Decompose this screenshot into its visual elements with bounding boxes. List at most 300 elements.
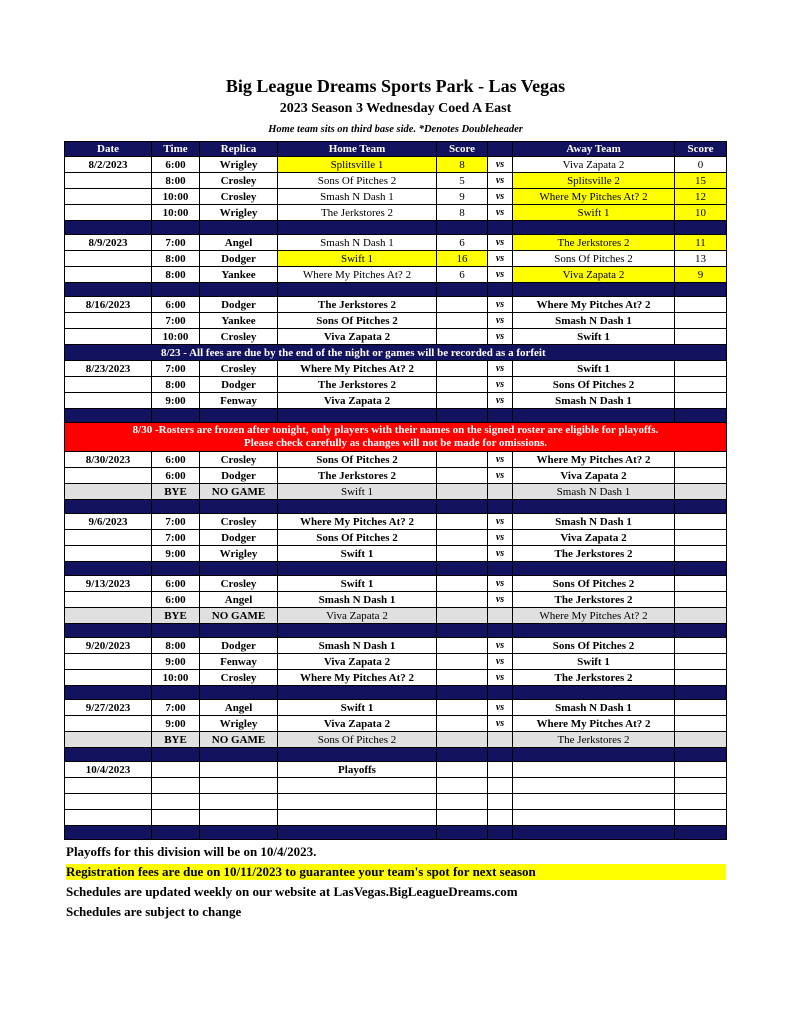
vs-cell: vs	[488, 716, 513, 732]
week-separator	[65, 409, 727, 423]
bye-row	[65, 484, 727, 500]
separator-cell	[200, 500, 278, 514]
separator-cell	[152, 624, 200, 638]
empty-cell	[513, 794, 675, 810]
away-team-cell: Sons Of Pitches 2	[513, 377, 675, 393]
separator-cell	[278, 221, 437, 235]
away-score-cell	[675, 377, 727, 393]
week-separator	[65, 562, 727, 576]
home-team-cell: Viva Zapata 2	[278, 608, 437, 624]
away-score-cell	[675, 700, 727, 716]
date-cell	[65, 329, 152, 345]
away-score-cell	[675, 762, 727, 778]
time-cell: 9:00	[152, 546, 200, 562]
fee-notice: 8/23 - All fees are due by the end of the night or games will be recorded as a forfeit	[65, 345, 727, 361]
week-separator	[65, 624, 727, 638]
separator-cell	[437, 283, 488, 297]
vs-cell: vs	[488, 157, 513, 173]
away-score-cell	[675, 468, 727, 484]
date-cell	[65, 377, 152, 393]
home-score-cell	[437, 654, 488, 670]
date-cell	[65, 468, 152, 484]
separator-cell	[675, 686, 727, 700]
vs-cell: vs	[488, 654, 513, 670]
away-team-cell: Where My Pitches At? 2	[513, 716, 675, 732]
page-subtitle: 2023 Season 3 Wednesday Coed A East	[279, 101, 512, 116]
replica-cell: Angel	[200, 592, 278, 608]
separator-cell	[278, 562, 437, 576]
away-team-cell: Viva Zapata 2	[513, 530, 675, 546]
game-row	[65, 468, 727, 484]
date-cell	[65, 592, 152, 608]
column-header: Away Team	[513, 142, 675, 157]
date-cell	[65, 393, 152, 409]
vs-cell	[488, 732, 513, 748]
empty-cell	[675, 778, 727, 794]
time-cell: 8:00	[152, 251, 200, 267]
home-team-cell: Sons Of Pitches 2	[278, 452, 437, 468]
home-team-cell: Swift 1	[278, 576, 437, 592]
vs-cell: vs	[488, 251, 513, 267]
home-team-cell: Sons Of Pitches 2	[278, 530, 437, 546]
empty-cell	[488, 794, 513, 810]
time-cell: 7:00	[152, 514, 200, 530]
home-score-cell	[437, 576, 488, 592]
page-title: Big League Dreams Sports Park - Las Vegas	[225, 76, 566, 96]
replica-cell: Dodger	[200, 377, 278, 393]
vs-cell: vs	[488, 313, 513, 329]
away-score-cell	[675, 546, 727, 562]
vs-cell: vs	[488, 468, 513, 484]
vs-cell: vs	[488, 452, 513, 468]
empty-row	[65, 778, 727, 794]
home-team-cell: Splitsville 1	[278, 157, 437, 173]
column-header: Score	[675, 142, 727, 157]
vs-cell: vs	[488, 205, 513, 221]
column-header: Home Team	[278, 142, 437, 157]
vs-cell: vs	[488, 173, 513, 189]
separator-cell	[437, 826, 488, 840]
time-cell: 6:00	[152, 452, 200, 468]
separator-cell	[278, 500, 437, 514]
away-score-cell	[675, 329, 727, 345]
home-team-cell: Smash N Dash 1	[278, 189, 437, 205]
home-team-cell: Swift 1	[278, 484, 437, 500]
game-row	[65, 189, 727, 205]
separator-cell	[513, 826, 675, 840]
game-row	[65, 654, 727, 670]
separator-cell	[65, 826, 152, 840]
home-team-cell: Swift 1	[278, 251, 437, 267]
away-score-cell	[675, 592, 727, 608]
away-team-cell: Swift 1	[513, 205, 675, 221]
game-row	[65, 205, 727, 221]
playoffs-label: Playoffs	[278, 762, 437, 778]
replica-cell: Crosley	[200, 514, 278, 530]
game-row	[65, 638, 727, 654]
separator-cell	[278, 686, 437, 700]
home-team-cell: Sons Of Pitches 2	[278, 313, 437, 329]
separator-cell	[675, 624, 727, 638]
empty-cell	[488, 778, 513, 794]
date-cell	[65, 173, 152, 189]
separator-cell	[488, 221, 513, 235]
separator-cell	[437, 409, 488, 423]
separator-cell	[152, 686, 200, 700]
game-row	[65, 452, 727, 468]
empty-cell	[488, 810, 513, 826]
roster-alert-line: Please check carefully as changes will not be made for omissions.	[244, 437, 547, 449]
week-separator	[65, 826, 727, 840]
separator-cell	[488, 409, 513, 423]
time-cell: 6:00	[152, 297, 200, 313]
game-row	[65, 546, 727, 562]
vs-cell: vs	[488, 514, 513, 530]
home-score-cell	[437, 297, 488, 313]
separator-cell	[437, 221, 488, 235]
home-team-cell: The Jerkstores 2	[278, 468, 437, 484]
date-cell: 9/13/2023	[65, 576, 152, 592]
replica-cell: Crosley	[200, 329, 278, 345]
home-team-cell: Viva Zapata 2	[278, 654, 437, 670]
separator-cell	[675, 562, 727, 576]
replica-cell: Yankee	[200, 313, 278, 329]
time-cell	[152, 762, 200, 778]
time-cell: 7:00	[152, 530, 200, 546]
time-cell: 6:00	[152, 576, 200, 592]
replica-cell: Fenway	[200, 393, 278, 409]
away-team-cell: Swift 1	[513, 329, 675, 345]
replica-cell: Crosley	[200, 189, 278, 205]
empty-row	[65, 810, 727, 826]
empty-cell	[437, 810, 488, 826]
time-cell: 9:00	[152, 716, 200, 732]
home-score-cell	[437, 732, 488, 748]
replica-cell: NO GAME	[200, 484, 278, 500]
empty-cell	[513, 778, 675, 794]
away-team-cell: The Jerkstores 2	[513, 546, 675, 562]
empty-cell	[278, 794, 437, 810]
away-team-cell: Swift 1	[513, 654, 675, 670]
away-score-cell	[675, 732, 727, 748]
week-separator	[65, 283, 727, 297]
separator-cell	[152, 500, 200, 514]
date-cell	[65, 189, 152, 205]
separator-cell	[278, 826, 437, 840]
vs-cell: vs	[488, 377, 513, 393]
date-cell	[65, 716, 152, 732]
away-team-cell: The Jerkstores 2	[513, 592, 675, 608]
vs-cell: vs	[488, 329, 513, 345]
date-cell: 8/2/2023	[65, 157, 152, 173]
home-score-cell	[437, 313, 488, 329]
roster-alert	[65, 423, 727, 452]
separator-cell	[65, 686, 152, 700]
away-team-cell: Viva Zapata 2	[513, 157, 675, 173]
time-cell: 8:00	[152, 377, 200, 393]
away-score-cell	[675, 716, 727, 732]
vs-cell: vs	[488, 530, 513, 546]
separator-cell	[513, 562, 675, 576]
home-score-cell	[437, 361, 488, 377]
home-team-cell: The Jerkstores 2	[278, 205, 437, 221]
replica-cell: NO GAME	[200, 732, 278, 748]
separator-cell	[200, 409, 278, 423]
separator-cell	[513, 686, 675, 700]
time-cell: 8:00	[152, 267, 200, 283]
separator-cell	[513, 283, 675, 297]
empty-cell	[65, 794, 152, 810]
away-team-cell: Viva Zapata 2	[513, 468, 675, 484]
home-team-cell: Where My Pitches At? 2	[278, 361, 437, 377]
empty-cell	[675, 794, 727, 810]
away-team-cell	[513, 762, 675, 778]
column-header: Time	[152, 142, 200, 157]
separator-cell	[65, 283, 152, 297]
time-cell: 9:00	[152, 654, 200, 670]
vs-cell: vs	[488, 235, 513, 251]
date-cell	[65, 484, 152, 500]
date-cell	[65, 530, 152, 546]
separator-cell	[152, 562, 200, 576]
empty-cell	[278, 810, 437, 826]
replica-cell: Crosley	[200, 670, 278, 686]
away-team-cell: Where My Pitches At? 2	[513, 608, 675, 624]
separator-cell	[200, 748, 278, 762]
home-team-cell: Swift 1	[278, 700, 437, 716]
separator-cell	[152, 826, 200, 840]
away-score-cell	[675, 638, 727, 654]
separator-cell	[278, 409, 437, 423]
replica-cell: Fenway	[200, 654, 278, 670]
separator-cell	[278, 624, 437, 638]
away-score-cell	[675, 361, 727, 377]
table-header-row	[65, 142, 727, 157]
replica-cell: Dodger	[200, 468, 278, 484]
home-score-cell	[437, 484, 488, 500]
empty-cell	[675, 810, 727, 826]
replica-cell: Crosley	[200, 173, 278, 189]
separator-cell	[488, 748, 513, 762]
time-cell: BYE	[152, 732, 200, 748]
week-separator	[65, 221, 727, 235]
away-score-cell	[675, 313, 727, 329]
home-team-cell: Viva Zapata 2	[278, 329, 437, 345]
game-row	[65, 377, 727, 393]
time-cell: 6:00	[152, 157, 200, 173]
time-cell: 10:00	[152, 205, 200, 221]
away-score-cell	[675, 530, 727, 546]
date-cell: 9/20/2023	[65, 638, 152, 654]
home-score-cell	[437, 468, 488, 484]
home-team-cell: Sons Of Pitches 2	[278, 732, 437, 748]
separator-cell	[278, 748, 437, 762]
home-team-cell: Smash N Dash 1	[278, 592, 437, 608]
time-cell: 10:00	[152, 189, 200, 205]
fee-notice-row	[65, 345, 727, 361]
replica-cell: NO GAME	[200, 608, 278, 624]
separator-cell	[200, 562, 278, 576]
empty-cell	[200, 810, 278, 826]
schedule-table	[64, 141, 727, 840]
date-cell	[65, 670, 152, 686]
home-score-cell: 6	[437, 267, 488, 283]
playoff-row	[65, 762, 727, 778]
empty-cell	[152, 794, 200, 810]
time-cell: 6:00	[152, 592, 200, 608]
separator-cell	[278, 283, 437, 297]
home-score-cell	[437, 762, 488, 778]
bye-row	[65, 732, 727, 748]
bye-row	[65, 608, 727, 624]
roster-alert-line: 8/30 -Rosters are frozen after tonight, only players with their names on the signed roster are eligible for playoffs.	[132, 424, 659, 436]
home-score-cell: 8	[437, 205, 488, 221]
date-cell: 8/9/2023	[65, 235, 152, 251]
home-team-cell: Where My Pitches At? 2	[278, 514, 437, 530]
away-team-cell: Smash N Dash 1	[513, 393, 675, 409]
separator-cell	[65, 562, 152, 576]
playoff-note: Playoffs for this division will be on 10/4/2023.	[66, 844, 317, 859]
replica-cell: Wrigley	[200, 546, 278, 562]
empty-cell	[152, 810, 200, 826]
separator-cell	[488, 686, 513, 700]
home-score-cell	[437, 592, 488, 608]
home-team-cell: Swift 1	[278, 546, 437, 562]
game-row	[65, 514, 727, 530]
game-row	[65, 361, 727, 377]
separator-cell	[152, 221, 200, 235]
away-score-cell	[675, 514, 727, 530]
separator-cell	[200, 283, 278, 297]
away-score-cell	[675, 484, 727, 500]
time-cell: 10:00	[152, 329, 200, 345]
replica-cell: Angel	[200, 700, 278, 716]
vs-cell: vs	[488, 700, 513, 716]
replica-cell: Wrigley	[200, 157, 278, 173]
separator-cell	[152, 283, 200, 297]
game-row	[65, 716, 727, 732]
vs-cell	[488, 484, 513, 500]
away-score-cell: 10	[675, 205, 727, 221]
away-team-cell: Viva Zapata 2	[513, 267, 675, 283]
separator-cell	[200, 826, 278, 840]
date-cell	[65, 654, 152, 670]
away-team-cell: Sons Of Pitches 2	[513, 576, 675, 592]
home-score-cell	[437, 514, 488, 530]
separator-cell	[513, 748, 675, 762]
away-score-cell: 11	[675, 235, 727, 251]
home-team-cell: Smash N Dash 1	[278, 235, 437, 251]
empty-cell	[65, 778, 152, 794]
vs-cell: vs	[488, 546, 513, 562]
column-header: Date	[65, 142, 152, 157]
separator-cell	[488, 624, 513, 638]
away-team-cell: Sons Of Pitches 2	[513, 251, 675, 267]
replica-cell: Dodger	[200, 638, 278, 654]
replica-cell: Wrigley	[200, 716, 278, 732]
replica-cell: Dodger	[200, 297, 278, 313]
date-cell: 8/16/2023	[65, 297, 152, 313]
home-score-cell: 8	[437, 157, 488, 173]
home-team-cell: Viva Zapata 2	[278, 716, 437, 732]
away-team-cell: Smash N Dash 1	[513, 514, 675, 530]
home-score-cell: 6	[437, 235, 488, 251]
empty-cell	[278, 778, 437, 794]
home-team-cell: Sons Of Pitches 2	[278, 173, 437, 189]
week-separator	[65, 748, 727, 762]
empty-cell	[437, 778, 488, 794]
vs-cell: vs	[488, 267, 513, 283]
separator-cell	[675, 283, 727, 297]
away-team-cell: The Jerkstores 2	[513, 235, 675, 251]
column-header: Score	[437, 142, 488, 157]
date-cell: 8/30/2023	[65, 452, 152, 468]
time-cell: 10:00	[152, 670, 200, 686]
empty-cell	[65, 810, 152, 826]
away-team-cell: Splitsville 2	[513, 173, 675, 189]
away-score-cell	[675, 670, 727, 686]
empty-cell	[513, 810, 675, 826]
separator-cell	[65, 500, 152, 514]
vs-cell	[488, 762, 513, 778]
away-score-cell	[675, 576, 727, 592]
time-cell: 8:00	[152, 638, 200, 654]
separator-cell	[437, 562, 488, 576]
away-team-cell: Where My Pitches At? 2	[513, 297, 675, 313]
home-team-cell: Where My Pitches At? 2	[278, 267, 437, 283]
date-cell: 8/23/2023	[65, 361, 152, 377]
away-team-cell: Smash N Dash 1	[513, 313, 675, 329]
home-score-cell: 16	[437, 251, 488, 267]
vs-cell: vs	[488, 189, 513, 205]
column-header	[488, 142, 513, 157]
separator-cell	[488, 562, 513, 576]
game-row	[65, 251, 727, 267]
home-score-cell	[437, 530, 488, 546]
away-score-cell	[675, 654, 727, 670]
replica-cell: Dodger	[200, 251, 278, 267]
replica-cell: Crosley	[200, 452, 278, 468]
schedule-body	[65, 157, 727, 840]
week-separator	[65, 500, 727, 514]
date-cell: 9/27/2023	[65, 700, 152, 716]
home-score-cell	[437, 393, 488, 409]
vs-cell: vs	[488, 576, 513, 592]
date-cell	[65, 608, 152, 624]
column-header: Replica	[200, 142, 278, 157]
time-cell: 7:00	[152, 361, 200, 377]
time-cell: 9:00	[152, 393, 200, 409]
home-team-cell: Viva Zapata 2	[278, 393, 437, 409]
away-team-cell: Smash N Dash 1	[513, 700, 675, 716]
separator-cell	[513, 500, 675, 514]
home-team-cell: Where My Pitches At? 2	[278, 670, 437, 686]
replica-cell: Crosley	[200, 576, 278, 592]
replica-cell	[200, 762, 278, 778]
game-row	[65, 157, 727, 173]
away-score-cell	[675, 608, 727, 624]
separator-cell	[488, 283, 513, 297]
separator-cell	[200, 624, 278, 638]
separator-cell	[437, 500, 488, 514]
schedule-note: Home team sits on third base side. *Denotes Doubleheader	[268, 124, 523, 135]
separator-cell	[488, 826, 513, 840]
home-team-cell: Smash N Dash 1	[278, 638, 437, 654]
separator-cell	[65, 624, 152, 638]
away-score-cell: 9	[675, 267, 727, 283]
game-row	[65, 530, 727, 546]
game-row	[65, 393, 727, 409]
